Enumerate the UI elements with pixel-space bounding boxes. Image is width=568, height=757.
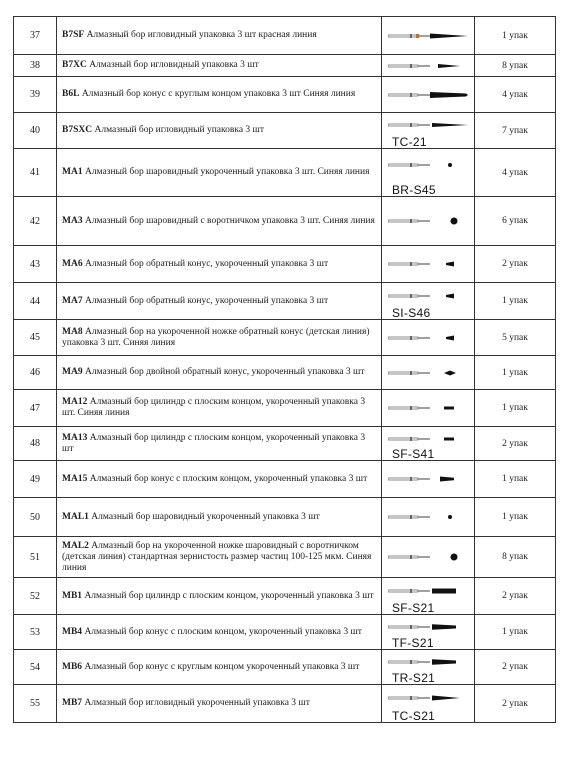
product-code: MA8 xyxy=(62,326,83,337)
bur-illustration xyxy=(388,585,470,597)
product-image-cell xyxy=(382,461,475,498)
product-code: MB1 xyxy=(62,590,83,601)
product-description xyxy=(57,283,382,320)
product-image-cell xyxy=(382,578,475,615)
product-code: MA13 xyxy=(62,432,88,443)
bur-illustration xyxy=(388,258,470,270)
row-number: 45 xyxy=(14,320,57,356)
bur-model-label: SF-S41 xyxy=(392,447,435,461)
table-row xyxy=(14,356,556,390)
bur-model-label: TR-S21 xyxy=(392,671,436,685)
table-row xyxy=(14,578,556,615)
bur-model-label: BR-S45 xyxy=(392,183,436,197)
bur-illustration xyxy=(388,511,470,523)
quantity: 7 упак xyxy=(475,113,556,149)
bur-illustration xyxy=(388,215,470,227)
product-image-cell xyxy=(382,356,475,390)
product-description xyxy=(57,498,382,537)
table-row xyxy=(14,17,556,55)
product-description xyxy=(57,615,382,650)
table-row xyxy=(14,685,556,723)
row-number: 47 xyxy=(14,390,57,427)
product-text: Алмазный бор цилиндр с плоским концом, укороченный упаковка 3 шт. Синяя линия xyxy=(62,397,366,418)
product-description xyxy=(57,578,382,615)
table-row xyxy=(14,390,556,427)
product-image-cell xyxy=(382,685,475,723)
quantity: 4 упак xyxy=(475,77,556,113)
bur-illustration xyxy=(388,89,470,101)
product-image-cell xyxy=(382,77,475,113)
product-image-cell xyxy=(382,390,475,427)
product-description xyxy=(57,77,382,113)
quantity: 2 упак xyxy=(475,578,556,615)
row-number: 42 xyxy=(14,197,57,246)
product-image-cell xyxy=(382,246,475,283)
product-image-cell xyxy=(382,427,475,461)
quantity: 1 упак xyxy=(475,17,556,55)
bur-illustration xyxy=(388,332,470,344)
row-number: 48 xyxy=(14,427,57,461)
product-code: MB4 xyxy=(62,626,83,637)
product-image-cell xyxy=(382,615,475,650)
bur-illustration xyxy=(388,290,470,302)
product-description xyxy=(57,246,382,283)
bur-illustration xyxy=(388,473,470,485)
row-number: 49 xyxy=(14,461,57,498)
product-description xyxy=(57,390,382,427)
product-code: MB7 xyxy=(62,698,83,708)
product-image-cell xyxy=(382,537,475,578)
bur-model-label: TF-S21 xyxy=(392,636,434,650)
bur-model-label: TC-21 xyxy=(392,135,427,149)
quantity: 8 упак xyxy=(475,55,556,77)
table-row xyxy=(14,498,556,537)
quantity: 1 упак xyxy=(475,283,556,320)
quantity: 1 упак xyxy=(475,615,556,650)
product-code: MA12 xyxy=(62,397,88,407)
row-number: 41 xyxy=(14,149,57,197)
quantity: 2 упак xyxy=(475,246,556,283)
product-text: Алмазный бор шаровидный укороченный упаковка 3 шт. Синяя линия xyxy=(82,167,370,177)
bur-illustration xyxy=(388,692,470,704)
product-description xyxy=(57,685,382,723)
row-number: 37 xyxy=(14,17,57,55)
product-description xyxy=(57,55,382,77)
quantity: 6 упак xyxy=(475,197,556,246)
table-row xyxy=(14,461,556,498)
product-description xyxy=(57,650,382,685)
product-text: Алмазный бор игловидный укороченный упаковка 3 шт xyxy=(82,698,310,708)
bur-illustration xyxy=(388,367,470,379)
bur-model-label: SF-S21 xyxy=(392,601,435,615)
bur-illustration xyxy=(388,621,470,633)
bur-illustration xyxy=(388,656,470,668)
quantity: 8 упак xyxy=(475,537,556,578)
products-table xyxy=(13,16,556,723)
table-row xyxy=(14,113,556,149)
bur-illustration xyxy=(388,433,470,445)
quantity: 1 упак xyxy=(475,390,556,427)
quantity: 2 упак xyxy=(475,650,556,685)
quantity: 1 упак xyxy=(475,356,556,390)
product-text: Алмазный бор игловидный упаковка 3 шт xyxy=(86,60,259,70)
product-description xyxy=(57,149,382,197)
bur-illustration xyxy=(388,60,470,72)
product-text: Алмазный бор двойной обратный конус, укороченный упаковка 3 шт xyxy=(82,367,365,377)
product-text: Алмазный бор конус с круглым концом упаковка 3 шт Синяя линия xyxy=(79,89,356,99)
product-code: MA9 xyxy=(62,367,83,377)
table-row xyxy=(14,149,556,197)
row-number: 51 xyxy=(14,537,57,578)
quantity: 5 упак xyxy=(475,320,556,356)
product-image-cell xyxy=(382,197,475,246)
table-row xyxy=(14,537,556,578)
row-number: 52 xyxy=(14,578,57,615)
product-image-cell xyxy=(382,113,475,149)
product-description xyxy=(57,461,382,498)
product-code: B7SF xyxy=(62,30,85,40)
product-image-cell xyxy=(382,650,475,685)
product-text: Алмазный бор обратный конус, укороченный упаковка 3 шт xyxy=(82,258,329,269)
quantity: 2 упак xyxy=(475,427,556,461)
bur-illustration xyxy=(388,159,470,171)
bur-illustration xyxy=(388,551,470,563)
product-image-cell xyxy=(382,17,475,55)
quantity: 2 упак xyxy=(475,685,556,723)
row-number: 39 xyxy=(14,77,57,113)
table-row xyxy=(14,246,556,283)
product-description xyxy=(57,356,382,390)
product-image-cell xyxy=(382,283,475,320)
bur-illustration xyxy=(388,402,470,414)
product-code: B6L xyxy=(62,89,80,99)
product-code: B7XC xyxy=(62,60,87,70)
row-number: 50 xyxy=(14,498,57,537)
product-text: Алмазный бор на укороченной ножке шаровидный с воротничком (детская линия) стандартная зернистость размер частиц 100-125 мкм. Синяя линия xyxy=(62,540,372,573)
product-code: MB6 xyxy=(62,661,83,672)
table-row xyxy=(14,427,556,461)
product-description xyxy=(57,320,382,356)
product-description xyxy=(57,113,382,149)
product-text: Алмазный бор цилиндр с плоским концом, укороченный упаковка 3 шт xyxy=(62,432,366,454)
product-text: Алмазный бор шаровидный укороченный упаковка 3 шт xyxy=(88,511,320,522)
bur-model-label: TC-S21 xyxy=(392,709,436,723)
product-code: MA1 xyxy=(62,167,83,177)
table-row xyxy=(14,615,556,650)
product-image-cell xyxy=(382,498,475,537)
product-code: MA3 xyxy=(62,215,83,226)
product-image-cell xyxy=(382,55,475,77)
quantity: 4 упак xyxy=(475,149,556,197)
product-text: Алмазный бор на укороченной ножке обратный конус (детская линия) упаковка 3 шт. Синяя линия xyxy=(62,326,370,348)
table-row xyxy=(14,55,556,77)
product-text: Алмазный бор конус с плоским концом, укороченный упаковка 3 шт xyxy=(87,473,368,484)
row-number: 53 xyxy=(14,615,57,650)
product-text: Алмазный бор игловидный упаковка 3 шт xyxy=(92,125,265,135)
product-code: MAL2 xyxy=(62,540,89,551)
table-row xyxy=(14,650,556,685)
row-number: 40 xyxy=(14,113,57,149)
bur-illustration xyxy=(388,30,470,42)
quantity: 1 упак xyxy=(475,498,556,537)
product-description xyxy=(57,427,382,461)
table-row xyxy=(14,197,556,246)
product-text: Алмазный бор цилиндр с плоским концом, укороченный упаковка 3 шт xyxy=(82,590,374,601)
product-text: Алмазный бор конус с плоским концом, укороченный упаковка 3 шт xyxy=(82,626,362,637)
row-number: 44 xyxy=(14,283,57,320)
quantity: 1 упак xyxy=(475,461,556,498)
table-row xyxy=(14,77,556,113)
product-text: Алмазный бор игловидный упаковка 3 шт красная линия xyxy=(84,30,317,40)
product-code: MA7 xyxy=(62,295,83,306)
row-number: 43 xyxy=(14,246,57,283)
table-row xyxy=(14,283,556,320)
product-text: Алмазный бор конус с круглым концом укороченный упаковка 3 шт xyxy=(82,661,360,672)
product-text: Алмазный бор обратный конус, укороченный упаковка 3 шт xyxy=(82,295,329,306)
row-number: 46 xyxy=(14,356,57,390)
product-code: MA15 xyxy=(62,473,88,484)
product-code: B7SXC xyxy=(62,125,93,135)
product-text: Алмазный бор шаровидный с воротничком упаковка 3 шт. Синяя линия xyxy=(82,215,375,226)
product-code: MAL1 xyxy=(62,511,89,522)
table-row xyxy=(14,320,556,356)
row-number: 55 xyxy=(14,685,57,723)
product-description xyxy=(57,17,382,55)
bur-illustration xyxy=(388,119,470,131)
product-image-cell xyxy=(382,149,475,197)
row-number: 54 xyxy=(14,650,57,685)
row-number: 38 xyxy=(14,55,57,77)
product-image-cell xyxy=(382,320,475,356)
bur-model-label: SI-S46 xyxy=(392,306,431,320)
product-description xyxy=(57,537,382,578)
product-code: MA6 xyxy=(62,258,83,269)
product-description xyxy=(57,197,382,246)
